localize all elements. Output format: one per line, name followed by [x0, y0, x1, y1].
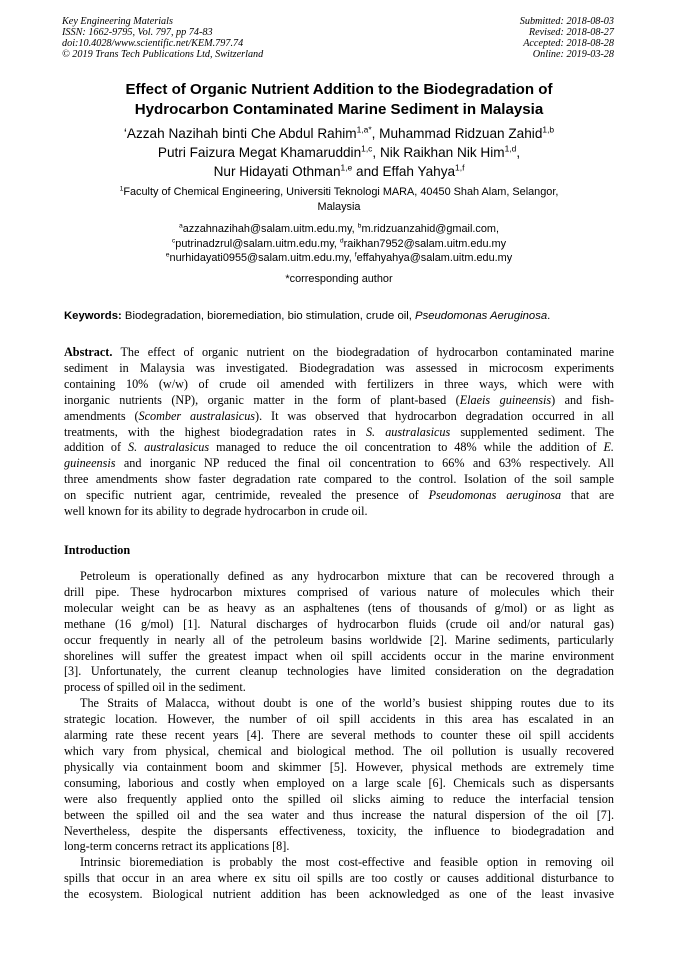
abstract-text: supplemented sediment. The	[450, 424, 614, 439]
abstract-text: and inorganic NP reduced the final oil concentration to 66% and 63% respectively. All	[115, 456, 614, 471]
intro-line: the ecosystem. Biological nutrient addition has been acknowledged as one of the least invasive	[64, 887, 614, 902]
author-affil-mark: 1,c	[361, 143, 373, 154]
intro-line: consuming, laborious and costly when employed on a large scale [6]. Chemicals such as dispersants	[64, 775, 614, 790]
email-link[interactable]: azzahnazihah@salam.uitm.edu.my	[182, 223, 352, 235]
species-name: guineensis	[64, 456, 116, 471]
abstract-text: on specific nutrient agar, centrimide, revealed the presence of	[64, 488, 429, 503]
abstract-line	[64, 425, 614, 441]
species-name: S. australasicus	[128, 440, 210, 455]
journal-issn: ISSN: 1662-9795, Vol. 797, pp 74-83	[62, 27, 213, 38]
abstract-text: amendments (	[64, 408, 139, 423]
email-mark: f	[354, 251, 357, 259]
species-name: Pseudomonas aeruginosa	[428, 488, 562, 503]
email-link[interactable]: raikhan7952@salam.uitm.edu.my	[343, 237, 507, 250]
species-name: S. australasicus	[365, 424, 451, 439]
author-line: Putri Faizura Megat Khamaruddin$^{1,c}$, Nik Raikhan Nik Him$^{1,d}$,	[157, 143, 521, 161]
section-heading: Introduction	[64, 543, 131, 557]
species-name: E.	[603, 440, 614, 455]
intro-line: long-term concerns retract its applications [8].	[64, 839, 290, 854]
intro-line: molecular weight can be as heavy as an asphaltenes (tens of thousands of g/mol) or as light as	[64, 600, 614, 615]
email-link[interactable]: effahyahya@salam.uitm.edu.my	[356, 252, 513, 265]
abstract-line: three amendments show faster degradation rate compared to the control. Isolation of the soil sample	[64, 472, 614, 487]
abstract-text: The effect of organic nutrient on the biodegradation of hydrocarbon contaminated marine	[112, 345, 614, 359]
journal-header	[62, 16, 263, 60]
abstract-line	[64, 345, 614, 361]
abstract-line: well known for its ability to degrade hydrocarbon in crude oil.	[64, 504, 368, 519]
keywords-label: Keywords:	[64, 310, 122, 322]
abstract-text: addition of	[64, 440, 129, 455]
email-mark: e	[165, 251, 170, 259]
email-mark: a	[178, 222, 183, 230]
abstract	[64, 345, 614, 520]
abstract-line: containing 10% (w/w) of crude oil amended with fertilizers in three ways, which were with	[64, 376, 614, 391]
author-affil-mark: 1,a*	[356, 124, 372, 135]
intro-line: [3]. Unfortunately, the current cleanup technologies have limited consideration on the degradation	[64, 664, 614, 679]
author-list	[0, 124, 678, 182]
intro-line: which vary from physical, chemical and biological method. The oil pollution is usually recovered	[64, 743, 614, 758]
intro-line: occur frequently in nearly all of the petroleum basins worldwide [2]. Marine sediments, particularly	[64, 632, 614, 647]
abstract-line	[64, 440, 614, 456]
intro-line: Intrinsic bioremediation is probably the most cost-effective and feasible option in removing oil	[80, 855, 614, 870]
abstract-line	[64, 488, 614, 504]
species-name: Scomber australasicus	[138, 408, 256, 423]
species-name: Elaeis guineensis	[459, 392, 552, 407]
date-online: Online: 2019-03-28	[532, 49, 614, 60]
date-revised: Revised: 2018-08-27	[528, 27, 614, 38]
intro-line: physically via containment boom and skimmer [5]. However, physical methods are extremely time	[64, 759, 614, 774]
intro-line: methane (16 g/mol) [1]. Natural discharges of hydrocarbon fluids (crude oil and/or natural gas)	[64, 616, 614, 631]
journal-doi: doi:10.4028/www.scientific.net/KEM.797.74	[62, 38, 244, 49]
affiliation-text: Faculty of Chemical Engineering, Universiti Teknologi MARA, 40450 Shah Alam, Selangor,	[123, 186, 559, 198]
intro-line: Nevertheless, despite the dispersants effectiveness, toxicity, the influence to biodegradation and	[64, 823, 614, 838]
author-name: Effah Yahya	[382, 164, 456, 180]
intro-line: spills that occur in an area where ex situ oil spills are too costly or causes additional disturbance to	[64, 871, 614, 886]
intro-line: Petroleum is operationally defined as any hydrocarbon mixture that can be recovered through a	[80, 569, 614, 583]
introduction-body	[64, 569, 614, 903]
email-mark: d	[339, 236, 344, 244]
intro-line: strategic location. However, the number of oil spill accidents in this area has escalated in an	[64, 712, 614, 727]
abstract-label: Abstract.	[64, 345, 113, 359]
paper-title	[0, 80, 678, 119]
intro-line: alarming rate these recent years [4]. There are several methods to counter these oil spill accidents	[64, 728, 614, 743]
intro-line: shorelines will suffer the greatest impact when oil spill accidents occur in the marine environment	[64, 648, 614, 663]
abstract-text: that are	[561, 488, 614, 503]
author-conjunction: and	[356, 164, 379, 180]
email-link[interactable]: putrinadzrul@salam.uitm.edu.my	[175, 237, 334, 250]
abstract-text: managed to reduce the oil concentration to 48% while the addition of	[209, 440, 604, 455]
author-name: Muhammad Ridzuan Zahid	[379, 126, 543, 141]
author-affil-mark: 1,b	[542, 124, 555, 135]
author-affil-mark: 1,e	[340, 162, 353, 173]
intro-line: drill pipe. These hydrocarbon mixtures comprised of various nature of molecules which their	[64, 584, 614, 599]
date-accepted: Accepted: 2018-08-28	[523, 38, 614, 49]
corresponding-author-note: *corresponding author	[285, 273, 393, 285]
author-affil-mark: 1,f	[455, 162, 465, 173]
affiliation-line	[0, 185, 678, 200]
author-line	[0, 162, 678, 181]
affiliation	[0, 185, 678, 215]
email-list	[0, 222, 678, 266]
abstract-text: inorganic nutrients (NP), organic matter in the form of plant-based (	[64, 392, 460, 407]
title-line: Effect of Organic Nutrient Addition to the Biodegradation of	[125, 81, 553, 98]
keywords	[64, 309, 614, 323]
journal-name: Key Engineering Materials	[62, 16, 173, 27]
email-link[interactable]: nurhidayati0955@salam.uitm.edu.my	[169, 252, 349, 265]
keywords-text: Biodegradation, bioremediation, bio stimulation, crude oil,	[124, 310, 412, 322]
affiliation-line: Malaysia	[317, 201, 361, 213]
author-name: ‘Azzah Nazihah binti Che Abdul Rahim	[123, 126, 357, 141]
email-line: $^e$nurhidayati0955@salam.uitm.edu.my, $^f$effahyahya@salam.uitm.edu.my	[165, 251, 513, 265]
abstract-text: ). It was observed that hydrocarbon degradation occurred in all	[255, 408, 614, 423]
dates-header	[520, 16, 614, 60]
email-link[interactable]: m.ridzuanzahid@gmail.com	[361, 223, 496, 235]
author-affil-mark: 1,d	[504, 143, 517, 154]
keywords-end: .	[547, 310, 551, 322]
abstract-line: sediment in Malaysia was investigated. Biodegradation was assessed in microcosm experiments	[64, 360, 614, 375]
title-line: Hydrocarbon Contaminated Marine Sediment in Malaysia	[134, 100, 544, 118]
author-name: Nur Hidayati Othman	[213, 164, 341, 180]
email-line: $^c$putrinadzrul@salam.uitm.edu.my, $^d$raikhan7952@salam.uitm.edu.my	[171, 236, 507, 250]
keywords-italic: Pseudomonas Aeruginosa	[415, 310, 548, 322]
journal-copyright: © 2019 Trans Tech Publications Ltd, Switzerland	[62, 49, 264, 60]
abstract-line	[64, 393, 614, 409]
abstract-text: ) and fish-	[551, 392, 614, 407]
email-line: $^a$azzahnazihah@salam.uitm.edu.my, $^b$m.ridzuanzahid@gmail.com,	[178, 222, 500, 235]
affiliation-mark: 1	[119, 185, 124, 193]
author-name: Nik Raikhan Nik Him	[379, 145, 505, 161]
intro-line: were also frequently applied onto the spilled oil slicks aiming to reduce the interfacial tension	[64, 791, 614, 806]
email-mark: b	[357, 222, 362, 230]
abstract-line	[64, 456, 614, 472]
abstract-text: treatments, with the highest biodegradation rates in	[64, 424, 366, 439]
abstract-line	[64, 409, 614, 425]
intro-line: between the spilled oil and the sea water and thus increase the natural dispersion of the oil [7].	[64, 807, 614, 822]
date-submitted: Submitted: 2018-08-03	[519, 16, 614, 27]
author-name: Putri Faizura Megat Khamaruddin	[157, 145, 362, 161]
intro-line: process of spilled oil in the sediment.	[64, 680, 246, 695]
email-mark: c	[171, 236, 176, 244]
intro-line: The Straits of Malacca, without doubt is one of the world’s busiest shipping routes due to its	[80, 696, 614, 711]
author-line: ‘Azzah Nazihah binti Che Abdul Rahim$^{1,a*}$, Muhammad Ridzuan Zahid$^{1,b}$	[123, 124, 555, 141]
